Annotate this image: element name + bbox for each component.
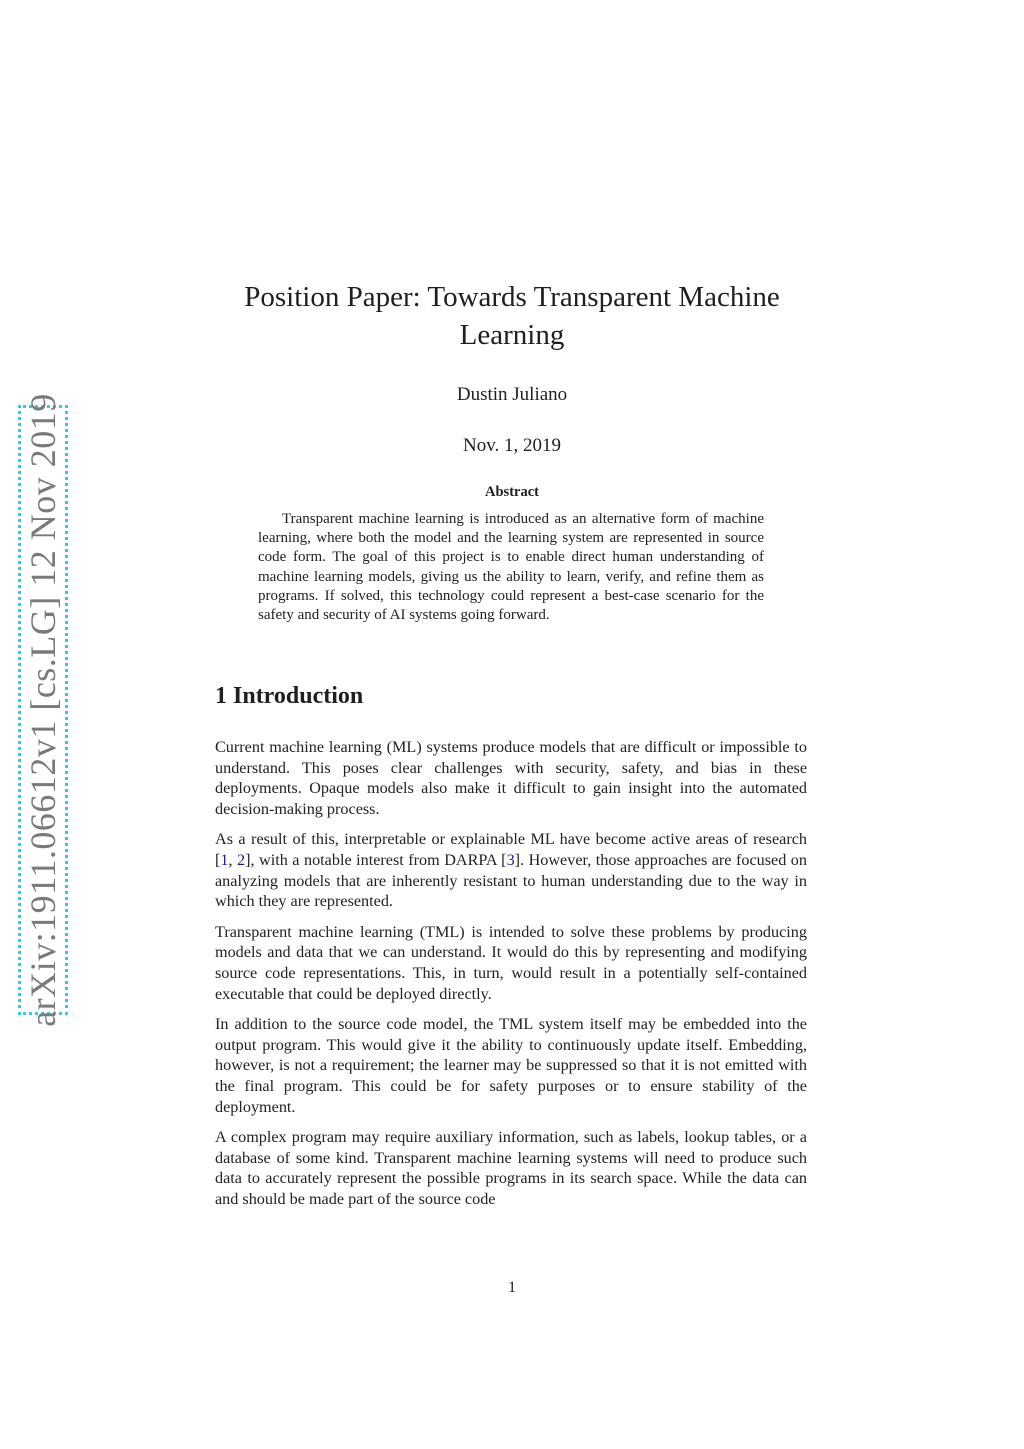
citation-separator: , (228, 850, 238, 869)
intro-paragraph-2-text-c: ]. However, those approaches are focused on analyzing models that are inherently resistant to human understanding due to the way in which they are represented. (215, 850, 807, 911)
intro-paragraph-1: Current machine learning (ML) systems produce models that are difficult or impossible to understand. This poses clear challenges with security, safety, and bias in these deployments. Opaque models also make it difficult to gain insight into the automated decision-making process. (215, 738, 807, 818)
intro-paragraph-2 (215, 829, 807, 911)
intro-paragraph-5: A complex program may require auxiliary information, such as labels, lookup tables, or a database of some kind. Transparent machine learning systems will need to produce such data to accurately represent the possible programs in its search space. While the data can and should be made part of the source code (215, 1128, 807, 1208)
intro-paragraph-2-text-a: As a result of this, interpretable or explainable ML have become active areas of research [ (215, 830, 807, 869)
page-number: 1 (508, 1279, 516, 1296)
abstract-text: Transparent machine learning is introduced as an alternative form of machine learning, where both the model and the learning system are represented in source code form. The goal of this project is to enable direct human understanding of machine learning models, giving us the ability to learn, verify, and refine them as programs. If solved, this technology could represent a best-case scenario for the safety and security of AI systems going forward. (258, 511, 764, 624)
arxiv-identifier-stamp[interactable]: arXiv:1911.06612v1 [cs.LG] 12 Nov 2019 (18, 405, 68, 1015)
publication-date: Nov. 1, 2019 (463, 435, 561, 456)
intro-paragraph-4: In addition to the source code model, the TML system itself may be embedded into the output program. This would give it the ability to continuously update itself. Embedding, however, is not a requirement; the learner may be suppressed so that it is not emitted with the final program. This could be for safety purposes or to ensure stability of the deployment. (215, 1015, 807, 1116)
intro-paragraph-3: Transparent machine learning (TML) is intended to solve these problems by producing models and data that we can understand. It would do this by representing and modifying source code representations. This, in turn, would result in a potentially self-contained executable that could be deployed directly. (215, 922, 807, 1003)
citation-link-1[interactable]: 1 (220, 850, 229, 869)
citation-link-2[interactable]: 2 (237, 850, 246, 869)
intro-paragraph-2-text-b: ], with a notable interest from DARPA [ (245, 850, 507, 869)
abstract-heading: Abstract (485, 484, 539, 500)
section-heading-introduction: 1 Introduction (215, 683, 364, 709)
introduction-body (215, 737, 807, 1219)
citation-link-3[interactable]: 3 (506, 850, 515, 869)
paper-title: Position Paper: Towards Transparent Machine Learning (244, 281, 780, 351)
author-name: Dustin Juliano (456, 384, 568, 405)
